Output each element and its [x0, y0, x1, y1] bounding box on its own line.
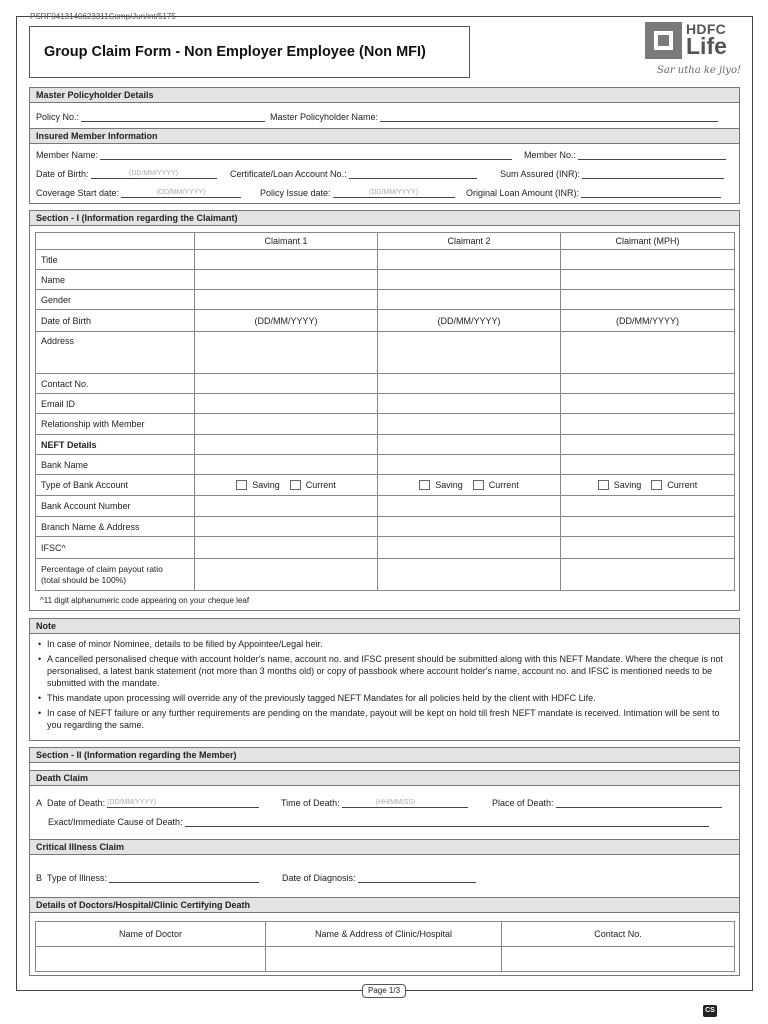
- label-b: B: [36, 873, 43, 883]
- row-label-branch: Branch Name & Address: [36, 517, 195, 537]
- table-cell[interactable]: [195, 332, 378, 374]
- current-checkbox[interactable]: Current: [651, 480, 697, 491]
- table-cell[interactable]: [195, 290, 378, 310]
- note-list: [36, 638, 734, 734]
- logo-brand-top: HDFC: [686, 21, 727, 37]
- saving-checkbox[interactable]: Saving: [236, 480, 280, 491]
- row-label-address: Address: [36, 332, 195, 374]
- table-cell[interactable]: [195, 414, 378, 435]
- current-checkbox[interactable]: Current: [290, 480, 336, 491]
- table-cell: [195, 435, 378, 455]
- master-policyholder-section: [29, 87, 740, 204]
- note-heading: Note: [30, 619, 739, 634]
- dob-cell-claimant-2[interactable]: (DD/MM/YYYY): [378, 310, 561, 332]
- table-cell[interactable]: [561, 394, 735, 414]
- coverage-start-placeholder: (DD/MM/YYYY): [156, 189, 206, 196]
- table-cell[interactable]: [561, 455, 735, 475]
- note-item: • A cancelled personalised cheque with account holder's name, account no. and IFSC present should be submitted along with this NEFT Mandate. Where the cheque is not personalised, a latest bank statement (not more than 3 months old) or copy of passbook where account holder's name, account no. and IFSC is mentioned needs to be submitted with the mandate.: [36, 653, 734, 689]
- loan-amount-label: Original Loan Amount (INR):: [466, 188, 580, 198]
- dob-placeholder: (DD/MM/YYYY): [129, 170, 179, 177]
- section-2-heading: Section - II (Information regarding the Member): [30, 748, 739, 763]
- cs-badge: CS: [703, 1005, 717, 1017]
- master-holder-name-label: Master Policyholder Name:: [270, 112, 379, 122]
- section-2-member: [29, 747, 740, 976]
- row-label-title: Title: [36, 250, 195, 270]
- table-cell[interactable]: [195, 496, 378, 517]
- table-cell[interactable]: [378, 559, 561, 591]
- policy-issue-field[interactable]: [260, 188, 455, 198]
- death-claim-heading: Death Claim: [30, 770, 739, 786]
- policy-issue-label: Policy Issue date:: [260, 188, 331, 198]
- table-cell[interactable]: [195, 250, 378, 270]
- table-cell[interactable]: [561, 517, 735, 537]
- sum-assured-field[interactable]: [500, 169, 724, 179]
- table-cell[interactable]: [561, 496, 735, 517]
- table-cell[interactable]: [378, 537, 561, 559]
- table-cell[interactable]: [502, 947, 735, 972]
- claimant-table: [35, 232, 735, 591]
- critical-illness-heading: Critical Illness Claim: [30, 839, 739, 855]
- row-label-account-type: Type of Bank Account: [36, 475, 195, 496]
- section-1-claimant: [29, 210, 740, 611]
- cause-of-death-label: Exact/Immediate Cause of Death:: [48, 817, 183, 827]
- coverage-start-label: Coverage Start date:: [36, 188, 120, 198]
- logo-tagline: Sar utha ke jiyo!: [657, 65, 741, 76]
- date-of-death-placeholder: (DD/MM/YYYY): [107, 799, 157, 806]
- table-cell[interactable]: [378, 455, 561, 475]
- table-cell[interactable]: [378, 270, 561, 290]
- table-cell[interactable]: [378, 414, 561, 435]
- column-contact-no: Contact No.: [502, 922, 735, 947]
- table-cell[interactable]: [266, 947, 502, 972]
- logo-brand-bottom: Life: [686, 33, 727, 59]
- coverage-start-field[interactable]: [36, 188, 241, 198]
- loan-amount-field[interactable]: [466, 188, 721, 198]
- doctor-table: [35, 921, 735, 972]
- column-doctor-name: Name of Doctor: [36, 922, 266, 947]
- member-name-label: Member Name:: [36, 150, 99, 160]
- page-number: Page 1/3: [362, 984, 406, 998]
- note-item: • This mandate upon processing will override any of the previously tagged NEFT Mandates for all policies held by the client with HDFC Life.: [36, 692, 734, 704]
- table-cell[interactable]: [195, 455, 378, 475]
- dob-field[interactable]: [36, 169, 217, 179]
- master-heading: Master Policyholder Details: [30, 88, 739, 103]
- master-holder-name-field[interactable]: [270, 112, 718, 122]
- place-of-death-label: Place of Death:: [492, 798, 554, 808]
- table-cell[interactable]: [378, 394, 561, 414]
- date-of-diagnosis-field[interactable]: [282, 873, 476, 883]
- place-of-death-field[interactable]: [492, 798, 722, 808]
- row-label-name: Name: [36, 270, 195, 290]
- document-code: PSRF0413140623311Comp/Jun/int/5175: [30, 12, 176, 21]
- member-no-field[interactable]: [524, 150, 726, 160]
- date-of-diagnosis-label: Date of Diagnosis:: [282, 873, 356, 883]
- row-label-email: Email ID: [36, 394, 195, 414]
- row-label-relationship: Relationship with Member: [36, 414, 195, 435]
- claimant-table-corner: [36, 233, 195, 250]
- table-cell[interactable]: [378, 250, 561, 270]
- dob-cell-claimant-1[interactable]: (DD/MM/YYYY): [195, 310, 378, 332]
- table-cell[interactable]: [195, 270, 378, 290]
- row-label-neft: NEFT Details: [36, 435, 195, 455]
- table-cell[interactable]: [561, 537, 735, 559]
- row-label-account-number: Bank Account Number: [36, 496, 195, 517]
- cause-of-death-field[interactable]: [48, 817, 709, 827]
- policy-no-field[interactable]: [36, 112, 265, 122]
- column-clinic-address: Name & Address of Clinic/Hospital: [266, 922, 502, 947]
- time-of-death-label: Time of Death:: [281, 798, 340, 808]
- saving-checkbox[interactable]: Saving: [598, 480, 642, 491]
- policy-issue-placeholder: (DD/MM/YYYY): [369, 189, 419, 196]
- note-item: • In case of NEFT failure or any further requirements are pending on the mandate, payout will be kept on hold till fresh NEFT mandate is received. Intimation will be sent to you regarding the same.: [36, 707, 734, 731]
- member-name-field[interactable]: [36, 150, 512, 160]
- table-cell: [561, 435, 735, 455]
- current-checkbox[interactable]: Current: [473, 480, 519, 491]
- dob-label: Date of Birth:: [36, 169, 89, 179]
- column-claimant-2: Claimant 2: [378, 233, 561, 250]
- row-label-contact: Contact No.: [36, 374, 195, 394]
- policy-no-label: Policy No.:: [36, 112, 80, 122]
- table-cell[interactable]: [378, 517, 561, 537]
- row-label-bank-name: Bank Name: [36, 455, 195, 475]
- row-label-payout-ratio: Percentage of claim payout ratio (total should be 100%): [36, 559, 195, 591]
- row-label-ifsc: IFSC^: [36, 537, 195, 559]
- table-cell: [378, 435, 561, 455]
- certificate-no-field[interactable]: [230, 169, 477, 179]
- table-cell[interactable]: [195, 394, 378, 414]
- table-cell[interactable]: [378, 332, 561, 374]
- time-of-death-placeholder: (HH/MM/SS): [375, 799, 416, 806]
- certificate-no-label: Certificate/Loan Account No.:: [230, 169, 347, 179]
- insured-heading: Insured Member Information: [30, 128, 739, 144]
- table-cell[interactable]: [561, 332, 735, 374]
- table-cell[interactable]: [378, 374, 561, 394]
- date-of-death-field[interactable]: [36, 798, 259, 808]
- label-a: A: [36, 798, 43, 808]
- table-cell[interactable]: [561, 290, 735, 310]
- table-cell[interactable]: [561, 559, 735, 591]
- table-cell[interactable]: [561, 250, 735, 270]
- dob-cell-claimant-mph[interactable]: (DD/MM/YYYY): [561, 310, 735, 332]
- table-cell[interactable]: [195, 374, 378, 394]
- table-cell[interactable]: [561, 414, 735, 435]
- saving-checkbox[interactable]: Saving: [419, 480, 463, 491]
- date-of-death-label: Date of Death:: [47, 798, 106, 808]
- table-cell[interactable]: [378, 496, 561, 517]
- section-1-heading: Section - I (Information regarding the Claimant): [30, 211, 739, 226]
- table-cell[interactable]: [36, 947, 266, 972]
- type-of-illness-label: Type of Illness:: [47, 873, 108, 883]
- ifsc-footnote: ^11 digit alphanumeric code appearing on your cheque leaf: [40, 596, 250, 605]
- row-label-gender: Gender: [36, 290, 195, 310]
- time-of-death-field[interactable]: [281, 798, 468, 808]
- column-claimant-mph: Claimant (MPH): [561, 233, 735, 250]
- row-label-dob: Date of Birth: [36, 310, 195, 332]
- form-title: Group Claim Form - Non Employer Employee (Non MFI): [44, 44, 426, 60]
- note-section: [29, 618, 740, 741]
- doctors-heading: Details of Doctors/Hospital/Clinic Certifying Death: [30, 897, 739, 913]
- table-cell[interactable]: [195, 537, 378, 559]
- table-cell[interactable]: [561, 270, 735, 290]
- table-cell[interactable]: [195, 559, 378, 591]
- sum-assured-label: Sum Assured (INR):: [500, 169, 581, 179]
- table-cell[interactable]: [195, 517, 378, 537]
- type-of-illness-field[interactable]: [36, 873, 259, 883]
- member-no-label: Member No.:: [524, 150, 577, 160]
- column-claimant-1: Claimant 1: [195, 233, 378, 250]
- note-item: • In case of minor Nominee, details to be filled by Appointee/Legal heir.: [36, 638, 734, 650]
- table-cell[interactable]: [561, 374, 735, 394]
- table-cell[interactable]: [378, 290, 561, 310]
